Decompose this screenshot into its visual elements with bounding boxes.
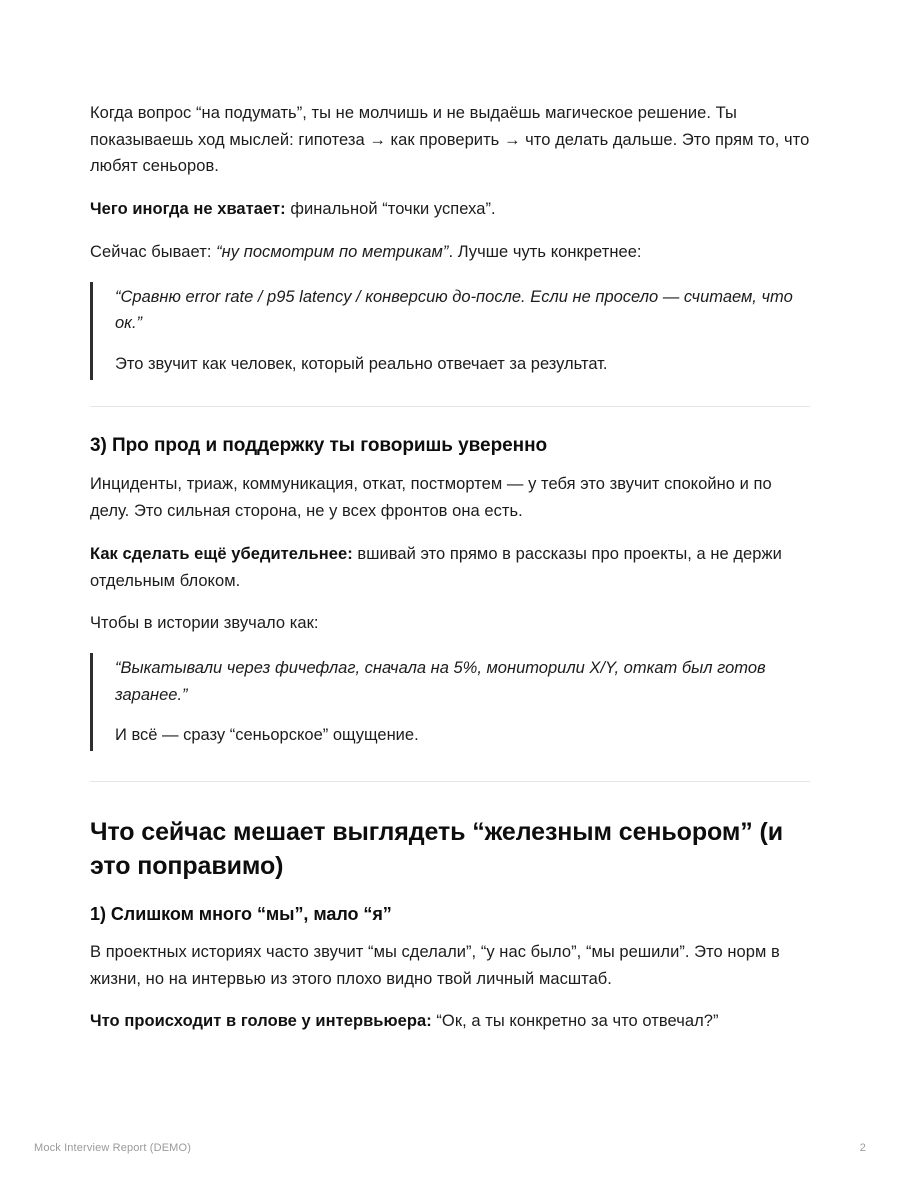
page-footer xyxy=(34,1142,866,1154)
section-divider-2 xyxy=(90,781,810,782)
paragraph-incidents: Инциденты, триаж, коммуникация, откат, постмортем — у тебя это звучит спокойно и по делу. Это сильная сторона, не у всех фронтов она есть. xyxy=(90,475,772,521)
paragraph-interviewer xyxy=(90,1008,810,1035)
paragraph-interviewer-lead: Что происходит в голове у интервьюера: xyxy=(90,1012,432,1031)
paragraph-convincing xyxy=(90,541,810,594)
paragraph-missing-rest: финальной “точки успеха”. xyxy=(285,200,496,219)
paragraph-we-vs-i: В проектных историях часто звучит “мы сделали”, “у нас было”, “мы решили”. Это норм в жизни, но на интервью из этого плохо видно твой личный масштаб. xyxy=(90,942,780,988)
blockquote-metrics-italic: “Сравню error rate / p95 latency / конверсию до-после. Если не просело — считаем, что ок.” xyxy=(115,287,793,333)
paragraph-current-suffix: . Лучше чуть конкретнее: xyxy=(448,242,642,261)
heading-item-1: 1) Слишком много “мы”, мало “я” xyxy=(90,903,392,924)
document-content xyxy=(90,100,810,1035)
blockquote-featureflag xyxy=(90,653,810,751)
blockquote-metrics-comment: Это звучит как человек, который реально отвечает за результат. xyxy=(115,355,608,374)
blockquote-featureflag-comment: И всё — сразу “сеньорское” ощущение. xyxy=(115,726,419,745)
paragraph-convincing-lead: Как сделать ещё убедительнее: xyxy=(90,544,353,563)
heading-section-3: 3) Про прод и поддержку ты говоришь уверенно xyxy=(90,434,548,456)
footer-document-title: Mock Interview Report (DEMO) xyxy=(34,1142,192,1154)
paragraph-missing xyxy=(90,196,810,223)
paragraph-current-phrasing xyxy=(90,239,810,266)
section-divider-1 xyxy=(90,406,810,407)
heading-blockers: Что сейчас мешает выглядеть “железным сеньором” (и это поправимо) xyxy=(90,818,783,880)
blockquote-featureflag-italic: “Выкатывали через фичефлаг, сначала на 5%, мониторили X/Y, откат был готов заранее.” xyxy=(115,658,766,704)
blockquote-metrics xyxy=(90,282,810,380)
footer-page-number: 2 xyxy=(859,1142,866,1154)
paragraph-current-prefix: Сейчас бывает: xyxy=(90,242,217,261)
paragraph-missing-lead: Чего иногда не хватает: xyxy=(90,200,286,219)
paragraph-intro: Когда вопрос “на подумать”, ты не молчишь и не выдаёшь магическое решение. Ты показываешь ход мыслей: гипотеза → как проверить → что делать дальше. Это прям то, что любят сеньоров. xyxy=(90,104,810,176)
paragraph-current-quote: “ну посмотрим по метрикам” xyxy=(216,242,449,261)
paragraph-convincing-rest: вшивай это прямо в рассказы про проекты, а не держи отдельным блоком. xyxy=(90,544,782,590)
paragraph-story-intro: Чтобы в истории звучало как: xyxy=(90,614,319,633)
paragraph-interviewer-rest: “Ок, а ты конкретно за что отвечал?” xyxy=(431,1012,719,1031)
